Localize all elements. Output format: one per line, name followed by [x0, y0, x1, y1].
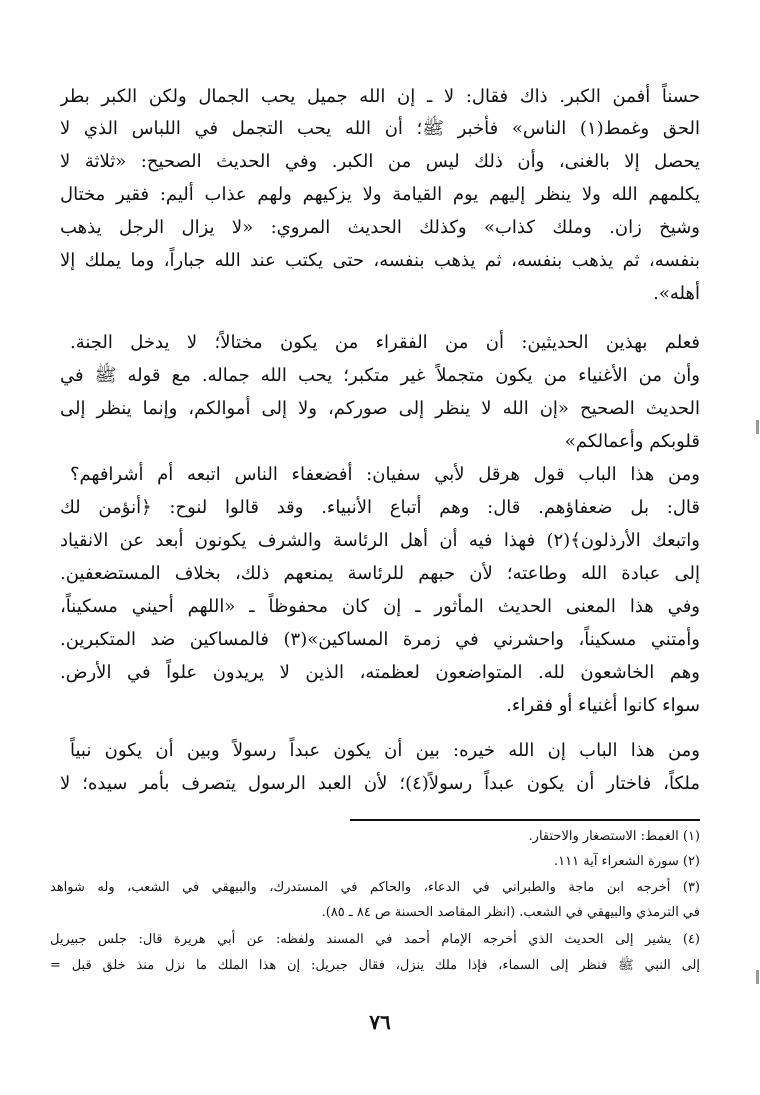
body-line: ملكاً، فاختار أن يكون عبداً رسولاً(٤)؛ لأن العبد الرسول يتصرف بأمر سيده؛ لا	[60, 773, 700, 794]
body-line: ومن هذا الباب قول هرقل لأبي سفيان: أفضعفاء الناس اتبعه أم أشرافهم؟	[70, 464, 700, 485]
footnote: (١) الغمط: الاستصغار والاحتقار.	[528, 829, 700, 844]
scan-edge-mark	[756, 420, 759, 434]
body-line: حسناً أفمن الكبر. ذاك فقال: لا ـ إن الله جميل يحب الجمال ولكن الكبر بطر	[60, 86, 700, 107]
body-line: قال: بل ضعفاؤهم. قال: وهم أتباع الأنبياء. وقد قالوا لنوح: ﴿أنؤمن لك	[60, 497, 700, 518]
page-number: ٧٦	[369, 1010, 391, 1034]
body-line: وشيخ زان. وملك كذاب» وكذلك الحديث المروي: «لا يزال الرجل يذهب	[60, 217, 700, 238]
body-line: واتبعك الأرذلون﴾(٢) فهذا فيه أن أهل الرئاسة والشرف يكونون أبعد عن الانقياد	[60, 530, 700, 551]
footnote: في الترمذي والبيهقي في الشعب. (انظر المقاصد الحسنة ص ٨٤ ـ ٨٥).	[321, 905, 700, 920]
footnote-separator	[350, 819, 700, 821]
body-line: الحق وغمط(١) الناس» فأخبر ﷺ؛ أن الله يحب التجمل في اللباس الذي لا	[60, 118, 700, 139]
body-line: يحصل إلا بالغنى، وأن ذلك ليس من الكبر. وفي الحديث الصحيح: «ثلاثة لا	[60, 151, 700, 172]
footnote: (٤) يشير إلى الحديث الذي أخرجه الإمام أحمد في المسند ولفظه: عن أبي هريرة قال: جلس جبيريل	[50, 932, 700, 947]
body-line: فعلم بهذين الحديثين: أن من الفقراء من يكون مختالاً؛ لا يدخل الجنة.	[70, 332, 700, 353]
body-line: بنفسه، ثم يذهب بنفسه، ثم يذهب بنفسه، حتى يكتب عند الله جباراً، وما يملك إلا	[60, 250, 700, 271]
body-line: أهله».	[653, 283, 700, 304]
body-line: وفي هذا المعنى الحديث المأثور ـ إن كان محفوظاً ـ «اللهم أحيني مسكيناً،	[60, 596, 700, 617]
body-line: وأن من الأغنياء من يكون متجملاً غير متكبر؛ يحب الله جماله. مع قوله ﷺ في	[60, 365, 700, 386]
body-line: الحديث الصحيح «إن الله لا ينظر إلى صوركم، ولا إلى أموالكم، وإنما ينظر إلى	[60, 398, 700, 419]
body-line: وهم الخاشعون لله. المتواضعون لعظمته، الذين لا يريدون علواً في الأرض.	[60, 662, 700, 683]
body-line: قلوبكم وأعمالكم»	[564, 431, 700, 452]
footnote: إلى النبي ﷺ فنظر إلى السماء، فإذا ملك ينزل، فقال جبريل: إن هذا الملك ما نزل منذ خلق قبل =	[50, 958, 700, 973]
scan-edge-mark	[756, 970, 759, 984]
body-line: ومن هذا الباب إن الله خيره: بين أن يكون عبداً رسولاً وبين أن يكون نبياً	[70, 740, 700, 761]
body-line: إلى عبادة الله وطاعته؛ لأن حبهم للرئاسة يمنعهم ذلك، بخلاف المستضعفين.	[60, 563, 700, 584]
footnote: (٣) أخرجه ابن ماجة والطبراني في الدعاء، والحاكم في المستدرك، والبيهقي في الشعب، وله شواهد	[50, 880, 700, 895]
body-line: يكلمهم الله ولا ينظر إليهم يوم القيامة ولا يزكيهم ولهم عذاب أليم: فقير مختال	[60, 184, 700, 205]
body-line: سواء كانوا أغنياء أو فقراء.	[506, 695, 700, 716]
body-line: وأمتني مسكيناً، واحشرني في زمرة المساكين»(٣) فالمساكين ضد المتكبرين.	[60, 629, 700, 650]
footnote: (٢) سورة الشعراء آية ١١١.	[554, 854, 700, 869]
